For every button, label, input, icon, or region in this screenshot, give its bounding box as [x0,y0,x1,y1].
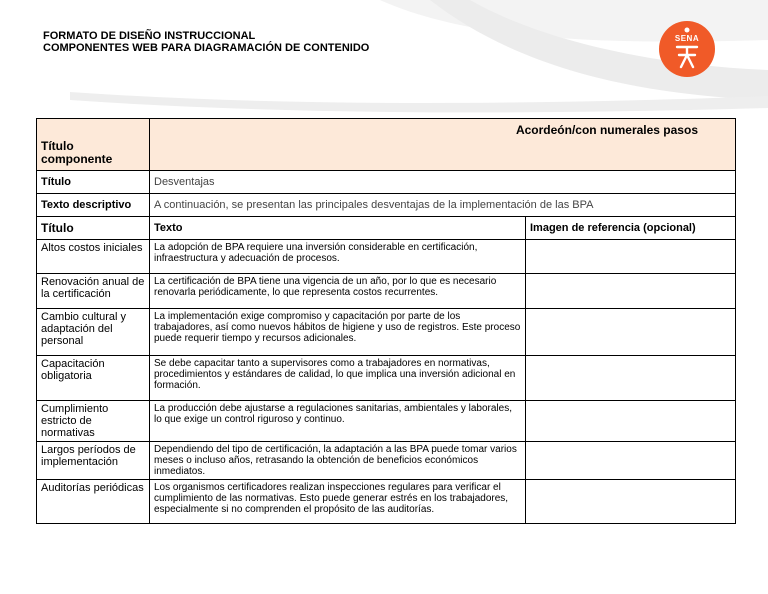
title-value: Desventajas [150,171,736,194]
sena-logo-text: SENA [674,34,700,43]
column-header-image: Imagen de referencia (opcional) [526,217,736,240]
header-title-line2: COMPONENTES WEB PARA DIAGRAMACIÓN DE CONTENIDO [43,42,370,54]
row-image [526,401,736,442]
table-row [37,309,736,356]
component-label: Título componente [37,119,150,171]
row-image [526,309,736,356]
table-row [37,442,736,480]
row-title: Renovación anual de la certificación [37,274,150,309]
row-title: Capacitación obligatoria [37,356,150,401]
component-value: Acordeón/con numerales pasos [150,119,736,171]
sena-figure-icon [659,21,715,77]
row-title: Altos costos iniciales [37,240,150,274]
table-row [37,480,736,524]
table-row [37,401,736,442]
desc-value: A continuación, se presentan las principales desventajas de la implementación de las BPA [150,194,736,217]
column-header-title: Título [37,217,150,240]
table-row [37,240,736,274]
row-text: La producción debe ajustarse a regulaciones sanitarias, ambientales y laborales, lo que exige un control riguroso y continuo. [150,401,526,442]
row-text: Los organismos certificadores realizan inspecciones regulares para verificar el cumplimiento de las normativas. Esto puede generar estrés en los trabajadores, especialmente si no comprenden el propósito de las auditorías. [150,480,526,524]
sena-logo [659,21,715,77]
row-image [526,442,736,480]
column-header-text: Texto [150,217,526,240]
row-title: Cambio cultural y adaptación del personal [37,309,150,356]
table-row [37,274,736,309]
row-text: La implementación exige compromiso y capacitación por parte de los trabajadores, así como nuevos hábitos de higiene y uso de registros. Este proceso puede requerir tiempo y recursos adicionales. [150,309,526,356]
row-text: La adopción de BPA requiere una inversión considerable en certificación, infraestructura y adecuación de procesos. [150,240,526,274]
row-title: Auditorías periódicas [37,480,150,524]
header-decoration [0,0,768,120]
row-title: Cumplimiento estricto de normativas [37,401,150,442]
document-header [43,30,369,54]
title-label: Título [37,171,150,194]
row-image [526,356,736,401]
row-title: Largos períodos de implementación [37,442,150,480]
row-text: Se debe capacitar tanto a supervisores como a trabajadores en normativas, procedimientos y estándares de calidad, lo que implica una inversión adicional en formación. [150,356,526,401]
table-row [37,356,736,401]
row-image [526,274,736,309]
row-text: Dependiendo del tipo de certificación, la adaptación a las BPA puede tomar varios meses o incluso años, retrasando la obtención de beneficios económicos inmediatos. [150,442,526,480]
header-title-line1: FORMATO DE DISEÑO INSTRUCCIONAL [43,30,256,42]
row-image [526,240,736,274]
content-table [36,118,736,524]
desc-label: Texto descriptivo [37,194,150,217]
row-image [526,480,736,524]
row-text: La certificación de BPA tiene una vigencia de un año, por lo que es necesario renovarla periódicamente, lo que representa costos recurrentes. [150,274,526,309]
